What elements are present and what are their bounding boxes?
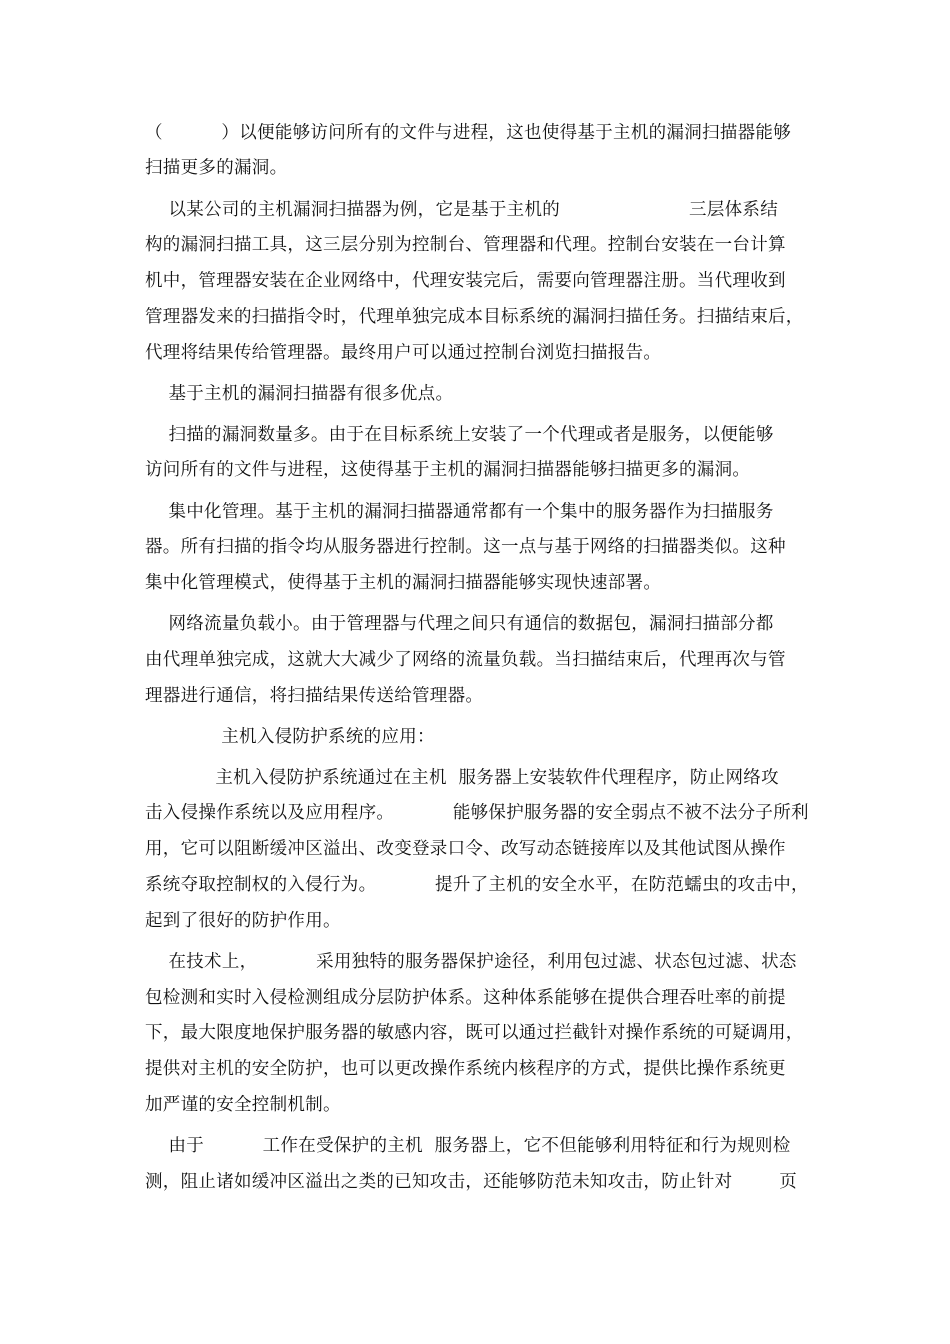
text-line: 在技术上， 采用独特的服务器保护途径，利用包过滤、状态包过滤、状态 — [145, 952, 797, 972]
text-line: 包检测和实时入侵检测组成分层防护体系。这种体系能够在提供合理吞吐率的前提 — [145, 988, 786, 1008]
text-line: 系统夺取控制权的入侵行为。 提升了主机的安全水平，在防范蠕虫的攻击中， — [145, 875, 809, 895]
text-line: 机中，管理器安装在企业网络中，代理安装完后，需要向管理器注册。当代理收到 — [145, 271, 786, 291]
text-line: 击入侵操作系统以及应用程序。 能够保护服务器的安全弱点不被不法分子所利 — [145, 803, 809, 823]
text-line: 理器进行通信，将扫描结果传送给管理器。 — [145, 686, 484, 706]
text-line: （ ）以便能够访问所有的文件与进程，这也使得基于主机的漏洞扫描器能够 — [145, 123, 792, 143]
text-line: 由于 工作在受保护的主机 服务器上，它不但能够利用特征和行为规则检 — [145, 1136, 791, 1156]
text-line: 访问所有的文件与进程，这使得基于主机的漏洞扫描器能够扫描更多的漏洞。 — [145, 460, 751, 480]
text-line: 构的漏洞扫描工具，这三层分别为控制台、管理器和代理。控制台安装在一台计算 — [145, 235, 786, 255]
text-line: 代理将结果传给管理器。最终用户可以通过控制台浏览扫描报告。 — [145, 343, 662, 363]
text-line: 扫描的漏洞数量多。由于在目标系统上安装了一个代理或者是服务，以便能够 — [145, 425, 774, 445]
text-line: 用，它可以阻断缓冲区溢出、改变登录口令、改写动态链接库以及其他试图从操作 — [145, 839, 786, 859]
text-line: 器。所有扫描的指令均从服务器进行控制。这一点与基于网络的扫描器类似。这种 — [145, 537, 786, 557]
text-line: 由代理单独完成，这就大大减少了网络的流量负载。当扫描结束后，代理再次与管 — [145, 650, 786, 670]
text-line: 主机入侵防护系统通过在主机 服务器上安装软件代理程序，防止网络攻 — [145, 768, 779, 788]
text-line: 集中化管理。基于主机的漏洞扫描器通常都有一个集中的服务器作为扫描服务 — [145, 502, 774, 522]
text-line: 管理器发来的扫描指令时，代理单独完成本目标系统的漏洞扫描任务。扫描结束后， — [145, 307, 804, 327]
text-line: 扫描更多的漏洞。 — [145, 158, 288, 178]
text-line: 以某公司的主机漏洞扫描器为例，它是基于主机的 三层体系结 — [145, 200, 779, 220]
text-line: 起到了很好的防护作用。 — [145, 911, 341, 931]
section-heading: 主机入侵防护系统的应用： — [145, 727, 435, 747]
text-line: 测，阻止诸如缓冲区溢出之类的已知攻击，还能够防范未知攻击，防止针对 页 — [145, 1172, 798, 1192]
text-line: 基于主机的漏洞扫描器有很多优点。 — [145, 384, 454, 404]
text-line: 提供对主机的安全防护，也可以更改操作系统内核程序的方式，提供比操作系统更 — [145, 1059, 786, 1079]
text-line: 下，最大限度地保护服务器的敏感内容，既可以通过拦截针对操作系统的可疑调用， — [145, 1023, 804, 1043]
text-line: 集中化管理模式，使得基于主机的漏洞扫描器能够实现快速部署。 — [145, 573, 662, 593]
text-line: 网络流量负载小。由于管理器与代理之间只有通信的数据包，漏洞扫描部分都 — [145, 614, 774, 634]
text-line: 加严谨的安全控制机制。 — [145, 1095, 341, 1115]
